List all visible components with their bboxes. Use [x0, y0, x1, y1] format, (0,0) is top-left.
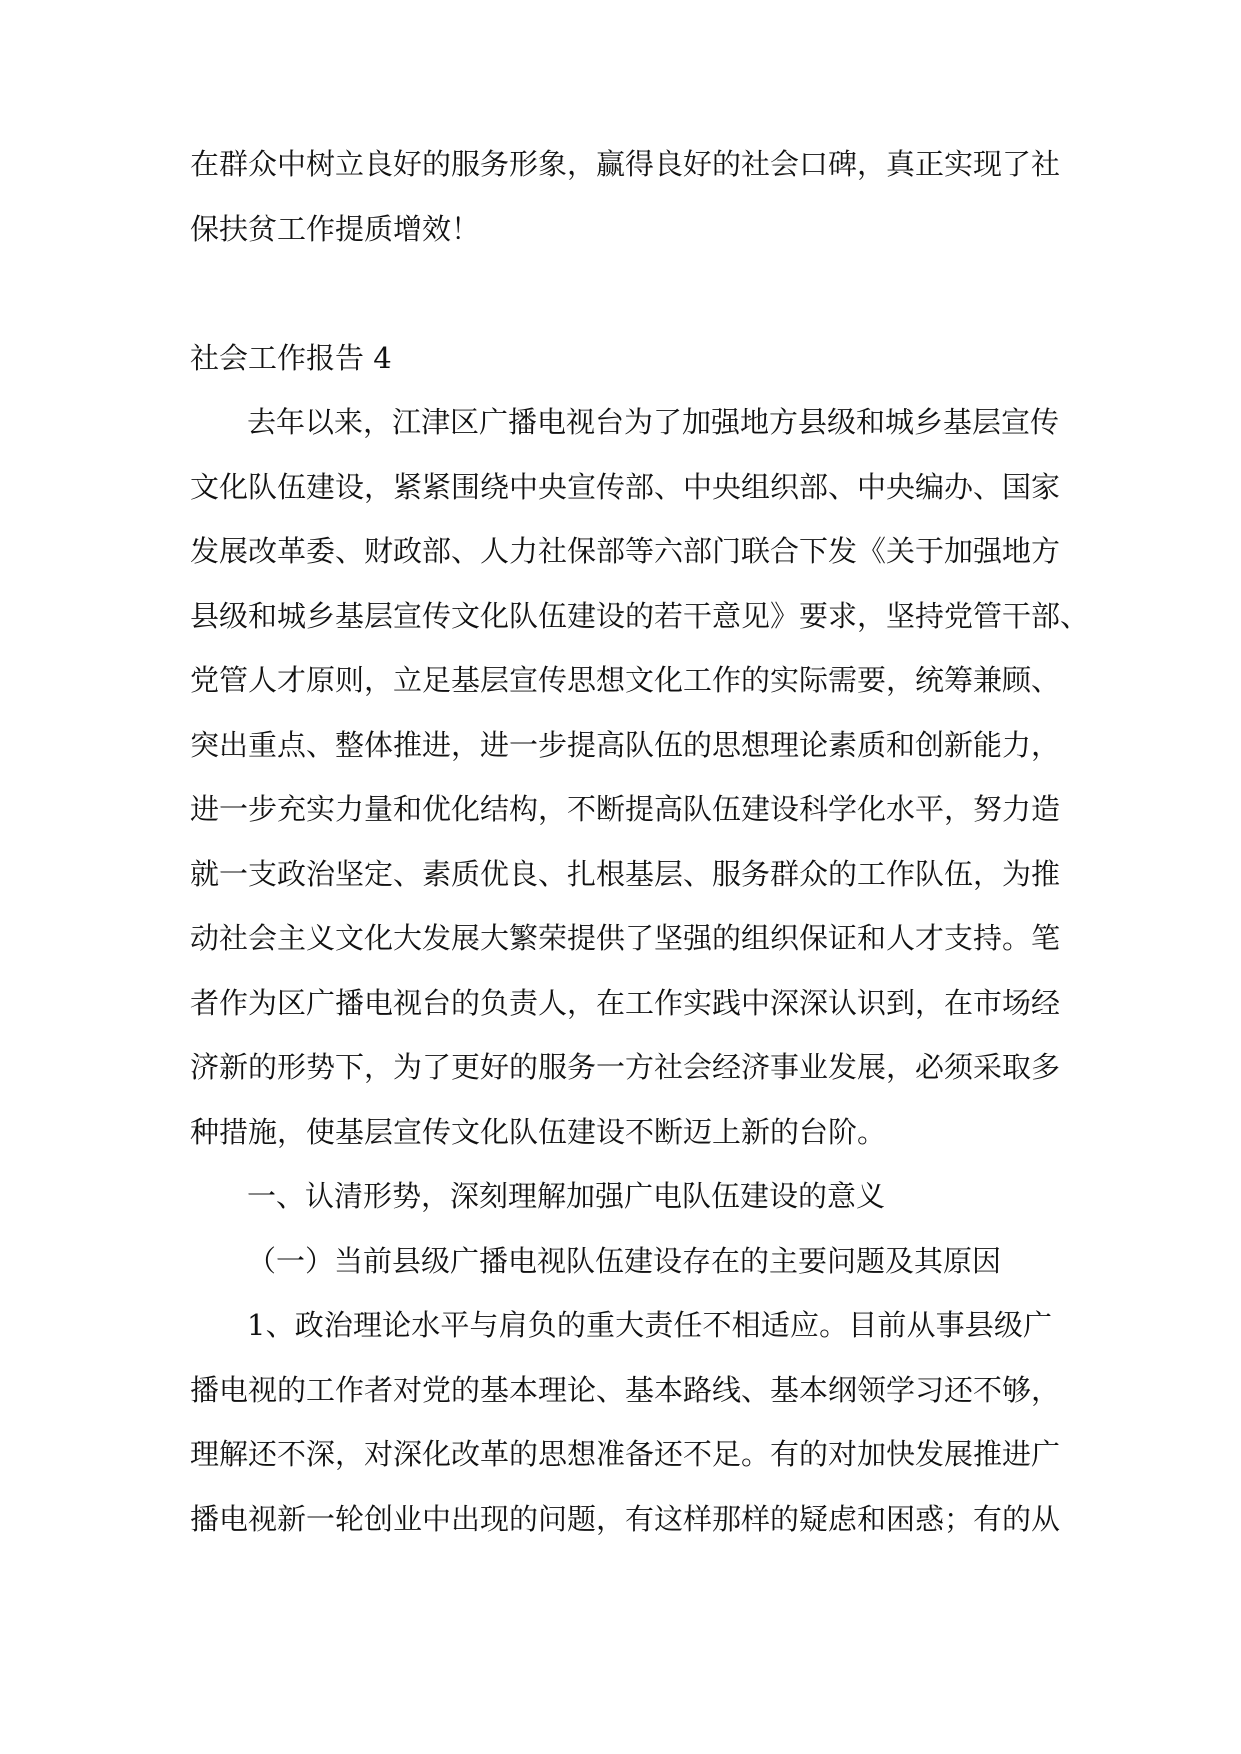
text-line: 动社会主义文化大发展大繁荣提供了坚强的组织保证和人才支持。笔	[190, 921, 1061, 955]
text-line: 1、政治理论水平与肩负的重大责任不相适应。目前从事县级广	[247, 1308, 1052, 1342]
text-line: 在群众中树立良好的服务形象，赢得良好的社会口碑，真正实现了社	[190, 147, 1061, 181]
text-line: 就一支政治坚定、素质优良、扎根基层、服务群众的工作队伍，为推	[190, 857, 1061, 891]
text-line: 理解还不深，对深化改革的思想准备还不足。有的对加快发展推进广	[190, 1437, 1061, 1471]
text-line: 种措施，使基层宣传文化队伍建设不断迈上新的台阶。	[190, 1115, 887, 1149]
text-line: （一）当前县级广播电视队伍建设存在的主要问题及其原因	[247, 1244, 1002, 1278]
text-line: 文化队伍建设，紧紧围绕中央宣传部、中央组织部、中央编办、国家	[190, 470, 1061, 504]
text-line: 一、认清形势，深刻理解加强广电队伍建设的意义	[247, 1179, 886, 1213]
text-line: 县级和城乡基层宣传文化队伍建设的若干意见》要求，坚持党管干部、	[190, 599, 1090, 633]
text-line: 进一步充实力量和优化结构，不断提高队伍建设科学化水平，努力造	[190, 792, 1061, 826]
text-line: 党管人才原则，立足基层宣传思想文化工作的实际需要，统筹兼顾、	[190, 663, 1061, 697]
text-line: 播电视的工作者对党的基本理论、基本路线、基本纲领学习还不够，	[190, 1373, 1061, 1407]
text-line: 去年以来，江津区广播电视台为了加强地方县级和城乡基层宣传	[247, 405, 1060, 439]
text-line: 发展改革委、财政部、人力社保部等六部门联合下发《关于加强地方	[190, 534, 1061, 568]
text-line: 济新的形势下，为了更好的服务一方社会经济事业发展，必须采取多	[190, 1050, 1061, 1084]
text-line: 播电视新一轮创业中出现的问题，有这样那样的疑虑和困惑；有的从	[190, 1502, 1061, 1536]
text-line: 突出重点、整体推进，进一步提高队伍的思想理论素质和创新能力，	[190, 728, 1061, 762]
section-heading: 社会工作报告 4	[190, 341, 392, 375]
text-line: 者作为区广播电视台的负责人，在工作实践中深深认识到，在市场经	[190, 986, 1061, 1020]
text-line: 保扶贫工作提质增效！	[190, 212, 481, 246]
